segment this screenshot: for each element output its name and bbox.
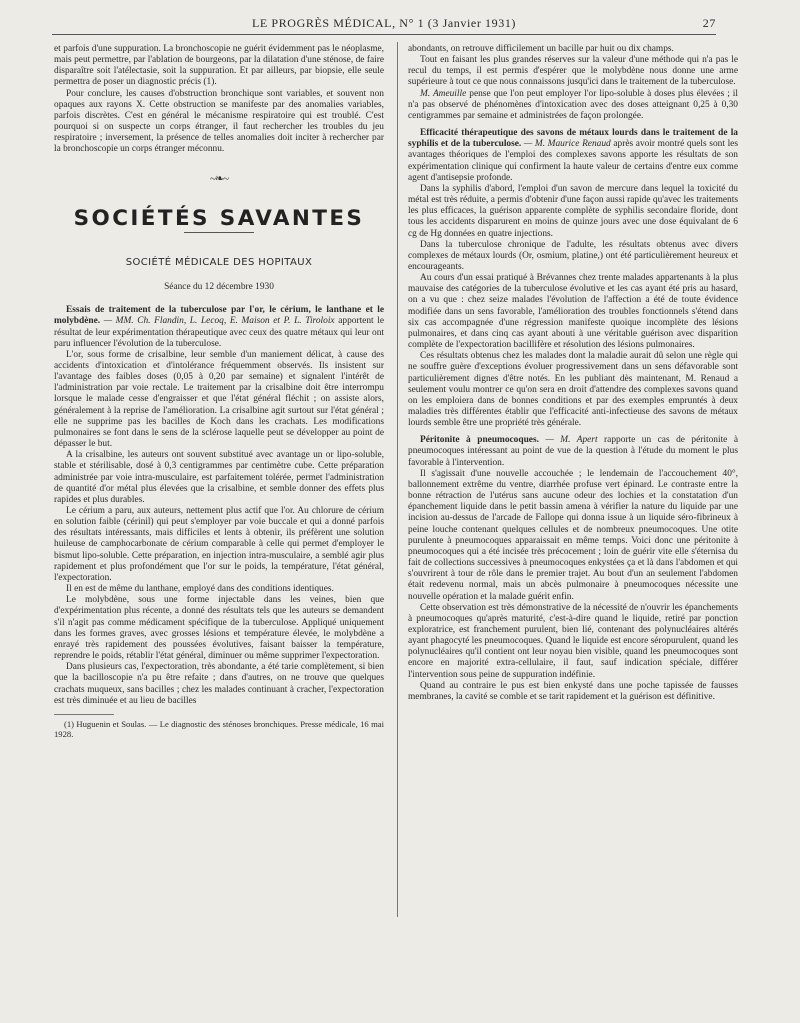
article-efficacite [408, 128, 738, 184]
article-text: après avoir montré quels sont les avantages théoriques de l'emploi des complexes savons apporte les résultats de son expérimentation clinique qui confirment la haute valeur de certains d'entre eux comme agent d'antisepsie profonde. [408, 139, 738, 183]
running-header [52, 13, 716, 33]
page-number: 27 [702, 16, 716, 30]
header-rule [52, 34, 716, 35]
paragraph-syphilis: Dans la syphilis d'abord, l'emploi d'un savon de mercure dans lequel la toxicité du métal est très réduite, a permis d'obtenir d'une façon aussi rapide qu'avec les traitements les plus efficaces, la guérison apparente complète de syphilis secondaire floride, dont tous les accidents disparurent en moins de quinze jours avec une dose équivalant de 6 cg de Hg données en quatre injections. [408, 183, 738, 239]
paragraph-reserves: Tout en faisant les plus grandes réserves sur la valeur d'une méthode qui n'a pas le recul du temps, il est permis d'espérer que le molybdène nous donne une arme supérieure à tout ce que nous connaissons jusqu'ici dans le traitement de la tuberculose. [408, 55, 738, 88]
article-text: rapporte un cas de péritonite à pneumocoques intéressant au point de vue de la question à l'étude du moment le plus favorable à l'intervention. [408, 435, 738, 468]
ornament-divider: ~❧~ [209, 172, 229, 185]
paragraph-brevannes: Au cours d'un essai pratiqué à Brévannes chez trente malades appartenants à la plus mauvaise des catégories de la tuberculose évolutive et les cas ayant été pris au hasard, on a vu que : chez seize malades l'évolution de l'affection a été de toute évidence modifiée dans un sens favorable, l'amélioration des troubles fonctionnels s'étend dans six cas accompagnée d'une régression manifeste quoique incomplète des lésions pulmonaires, et dans cinq cas ayant abouti à une véritable guérison avec disparition complète de l'expectoration bacillifère et résolution des lésions pulmonaires. [408, 273, 738, 351]
paragraph-accouchee: Il s'agissait d'une nouvelle accouchée ; le lendemain de l'accouchement 40°, ballonnement extrême du ventre, diarrhée profuse vert épinard. Le contraste entre la bonne rétraction de l'utérus sans aucune odeur des lochies et la constatation d'un épanchement liquide dans le petit bassin amena à vérifier la nature du liquide par une incision au-dessus de l'arcade de Fallope qui donna issue à un liquide séro-fibrineux à peine louche contenant quelques cellules et de nombreux pneumocoques. Une otite purulente à pneumocoques apparaissait en même temps. Voici donc une péritonite à pneumocoques qui a été incisée très précocement ; loin de guérir vite elle s'éternisa du fait de collections successives à pneumocoques enkystées ça et là dans l'abdomen et qui s'ouvrirent à tour de rôle dans le premier trajet. Au bout d'un an seulement l'abdomen était redevenu normal, mais un abcès pulmonaire à pneumocoques nécessite une nouvelle opération et la malade guérit enfin. [408, 468, 738, 602]
article-text: apportent le résultat de leur expérimentation thérapeutique avec ceux des quatre métaux qui leur ont paru influencer l'évolution de la tuberculose. [54, 316, 385, 349]
paragraph-intro: et parfois d'une suppuration. La bronchoscopie ne guérit évidemment pas le néoplasme, mais peut permettre, par l'ablation de bourgeons, par la dilatation d'une sténose, de faire disparaître soit l'atélectasie, soit la suppuration. Et par ailleurs, par biopsie, elle seule permettra de poser un diagnostic précis (1). [54, 44, 384, 88]
section-rule [184, 232, 254, 233]
paragraph-molybdene: Le molybdène, sous une forme injectable dans les veines, bien que d'expérimentation plus récente, a donné des résultats tels que les auteurs se demandent s'il n'agit pas comme médicament spécifique de la tuberculose. Appliqué uniquement dans les formes graves, avec grosses lésions et température élevée, le molybdène a enrayé très rapidement des poussées évolutives, faisant baisser la température, reprendre le poids, rétablir l'état général, diminuer ou même supprimer l'expectoration. [54, 595, 384, 662]
society-title: SOCIÉTÉ MÉDICALE DES HOPITAUX [125, 256, 313, 268]
article-authors: — MM. Ch. Flandin, L. Lecoq, E. Maison et P. L. Tiroloix [100, 316, 335, 327]
article-ameuille [408, 89, 738, 122]
article-authors: — M. Apert [538, 435, 598, 446]
paragraph-observation: Cette observation est très démonstrative de la nécessité de n'ouvrir les épanchements à pneumocoques qu'après maturité, c'est-à-dire quand le liquide, retiré par ponction exploratrice, est franchement purulent, bien lié, contenant des polynucléaires altérés ayant phagocyté les pneumocoques. Quand le liquide est encore séropurulent, quand les polynucléaires qu'il contient ont leur noyau bien visible, quand les pneumocoques sont encore en majorité extra-cellulaire, il faut, sauf indication spéciale, différer l'intervention sous peine de suppuration indéfinie. [408, 602, 738, 680]
paragraph-lanthane: Il en est de même du lanthane, employé dans des conditions identiques. [66, 584, 334, 595]
article-authors: — M. Maurice Renaud [521, 139, 611, 150]
paragraph-tuberculose: Dans la tuberculose chronique de l'adulte, les résultats obtenus avec divers complexes de métaux lourds (Or, osmium, platine,) ont été particulièrement heureux et encourageants. [408, 239, 738, 272]
paragraph-conclusion: Pour conclure, les causes d'obstruction bronchique sont variables, et souvent non opaques aux rayons X. Cette obstruction se manifeste par des anomalies variables, parfois discrètes. C'est en général le mécanisme respiratoire qui est troublé. C'est pourquoi si on suspecte un corps étranger, il faut rechercher les troubles du jeu respiratoire ; inversement, la présence de telles anomalies doit inciter à rechercher par la bronchoscopie un corps étranger méconnu. [54, 88, 384, 155]
speaker-name: M. Ameuille [420, 88, 467, 99]
article-peritonite [408, 435, 738, 468]
footnote: (1) Huguenin et Soulas. — Le diagnostic des sténoses bronchiques. Presse médicale, 16 mai 1928. [54, 718, 384, 739]
right-column [408, 44, 738, 703]
article-essais [54, 305, 384, 350]
paragraph-continuation: abondants, on retrouve difficilement un bacille par huit ou dix champs. [408, 44, 674, 54]
section-title: SOCIÉTÉS SAVANTES [73, 205, 365, 231]
footnote-rule [54, 714, 114, 715]
paragraph-cerium: Le cérium a paru, aux auteurs, nettement plus actif que l'or. Au chlorure de cérium en solution faible (cérinil) qui peut s'employer par voie buccale et qui a donné parfois des résultats intéressants, mais difficiles et lents à obtenir, ils préfèrent une solution huileuse de camphocarbonate de cérium comparable à celle qui permet d'employer le bismut lipo-soluble. Cette préparation, en injection intra-musculaire, a semblé agir plus rapidement et plus profondément que l'or sur le poids, la température, l'état général, l'expectoration. [54, 506, 384, 583]
article-title: Péritonite à pneumocoques. [420, 435, 539, 446]
seance-date: Séance du 12 décembre 1930 [164, 282, 274, 293]
left-column [54, 44, 384, 739]
paragraph-or: L'or, sous forme de crisalbine, leur semble d'un maniement délicat, à cause des accidents d'intoxication et d'intolérance fréquemment observés. Ils insistent sur l'avantage des faibles doses (0,05 à 0,20 par semaine) et signalent l'intérêt de l'administration par voie rectale. Le traitement par la crisalbine doit être interrompu lorsque le malade cesse d'engraisser et que l'état général fléchit ; on assiste alors, généralement à la reprise de l'amélioration. La crisalbine agit surtout sur l'état général ; elle ne supprime pas les bacilles de Koch dans les crachats. Les modifications pulmonaires se font dans le sens de la sclérose laquelle peut se développer au point de dépasser le but. [54, 349, 384, 450]
paragraph-resultats: Ces résultats obtenus chez les malades dont la maladie aurait dû selon une règle qui ne souffre guère d'exceptions évoluer progressivement dans un sens défavorable sont particulièrement dignes d'être notés. En les publiant dès maintenant, M. Renaud a seulement voulu montrer ce qu'on sera en droit d'attendre des complexes savons quand on les emploiera dans de bonnes conditions et par des exemples empruntés à deux maladies très différentes établir que l'efficacité anti-infectieuse des savons de métaux lourds semble être une propriété très générale. [408, 351, 738, 429]
paragraph-expectoration: Dans plusieurs cas, l'expectoration, très abondante, a été tarie complètement, si bien que la bacilloscopie n'a pu être refaite ; dans d'autres, on ne trouve que quelques crachats muqueux, sans bacilles ; chez les malades continuant à cracher, l'expectoration est très diminuée et au lieu de bacilles [54, 662, 384, 706]
journal-title: LE PROGRÈS MÉDICAL, N° 1 (3 Janvier 1931) [251, 16, 517, 30]
column-divider [397, 42, 398, 917]
speaker-text: pense que l'on peut employer l'or lipo-soluble à doses plus élevées ; il n'a pas observé de phénomènes d'intoxication avec des doses atteignant 0,25 à 0,30 centigrammes par semaine et administrées de façon prolongée. [408, 88, 738, 121]
paragraph-crisalbine: A la crisalbine, les auteurs ont souvent substitué avec avantage un or lipo-soluble, stable et stérilisable, dosé à 0,3 centigrammes par centimètre cube. Cette préparation administrée par voie intra-musculaire, est parfaitement tolérée, permet l'administration de quantité d'or métal plus élevées que la crisalbine, et semble donner des effets plus rapides et plus durables. [54, 450, 384, 505]
article-title: Essais de traitement de la tuberculose par l'or, le cérium, le lanthane et le molybdène. [54, 305, 384, 327]
paragraph-pus: Quand au contraire le pus est bien enkysté dans une poche tapissée de fausses membranes, la cavité se comble et se tarit rapidement et la guérison est définitive. [408, 680, 738, 702]
article-title: Efficacité thérapeutique des savons de métaux lourds dans le traitement de la syphilis et de la tuberculose. [408, 128, 738, 150]
